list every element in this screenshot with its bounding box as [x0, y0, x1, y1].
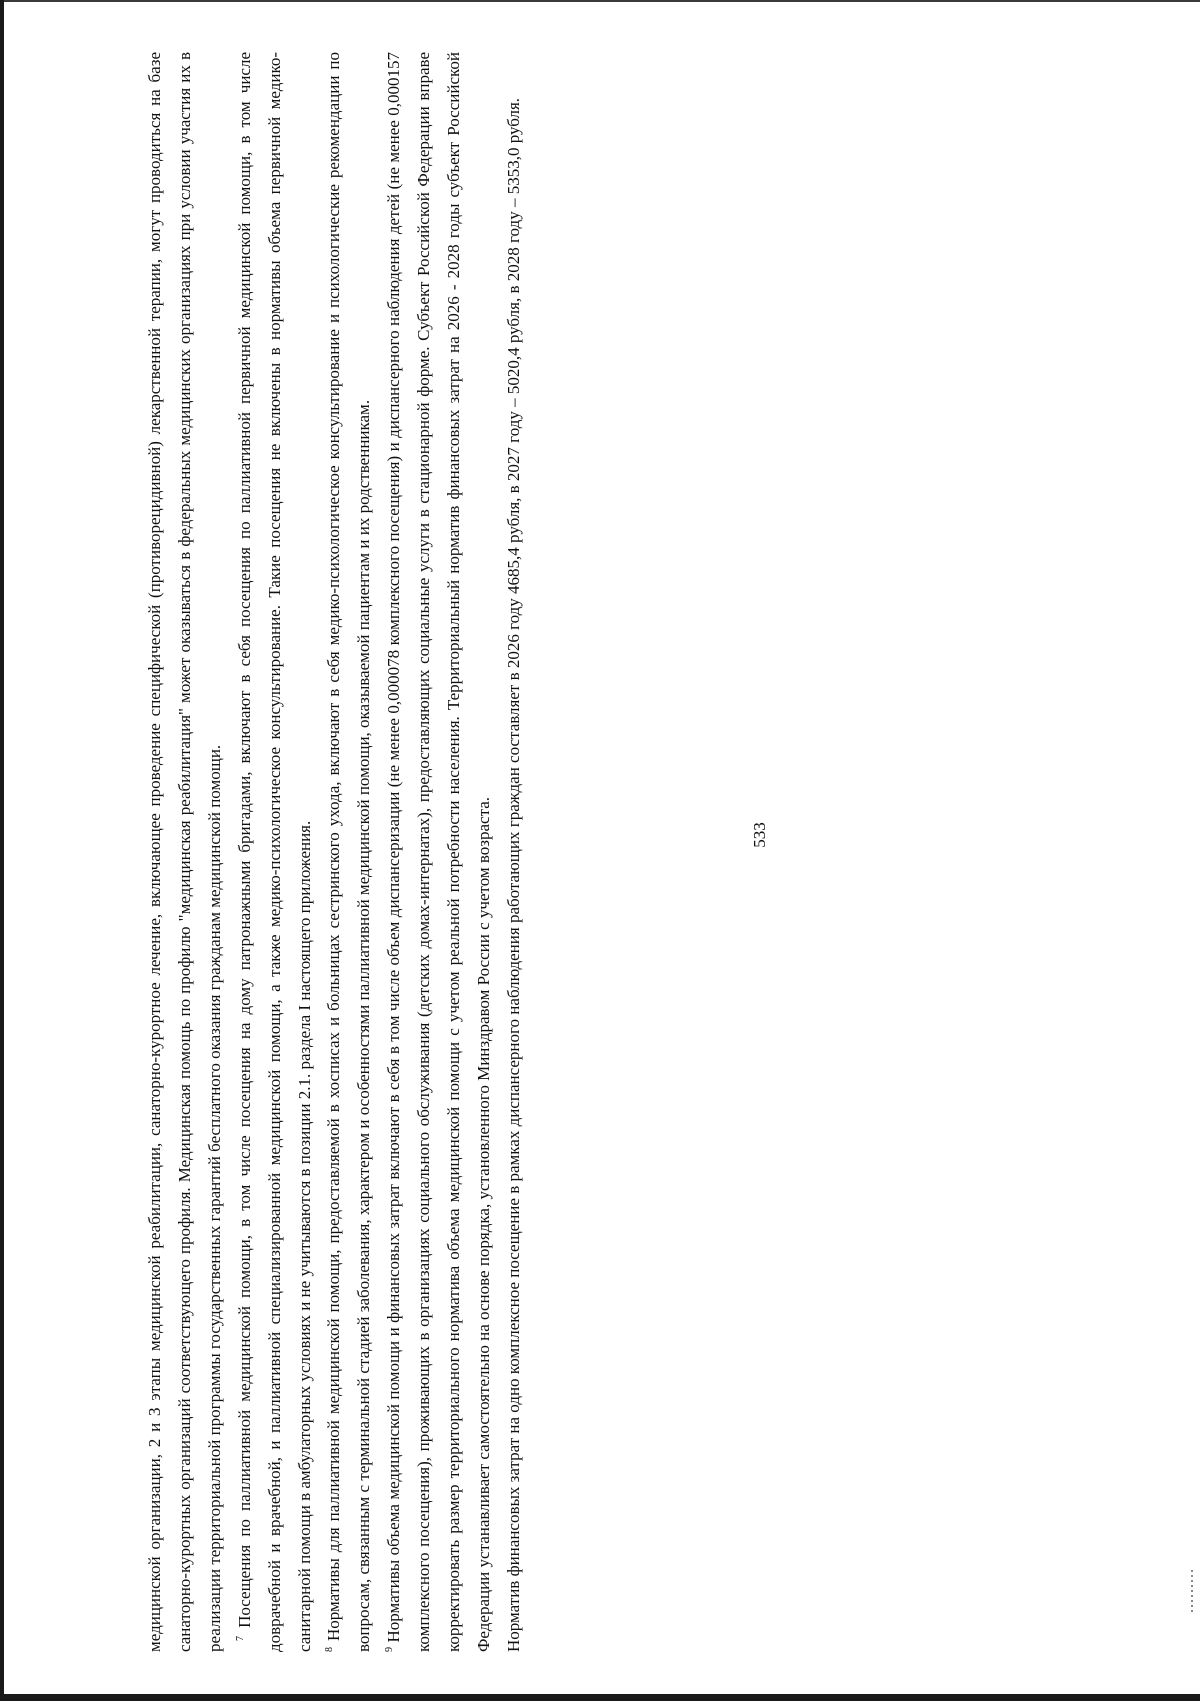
footnote-text: Нормативы объема медицинской помощи и финансовых затрат включают в себя в том числе объем диспансеризации (не менее 0,000078 комплексного посещения) и диспансерного наблюдения детей (не менее 0,000157 комплексного посещения), проживающих в организациях социального обслуживания (детских домах-интернатах), предоставляющих социальные услуги в стационарной форме. Субъект Российской Федерации вправе корректировать размер территориального норматива объема медицинской помощи с учетом реальной потребности населения. Территориальный норматив финансовых затрат на 2026 - 2028 годы субъект Российской Федерации устанавливает самостоятельно на основе порядка, установленного Минздравом России с учетом возраста.: [384, 51, 493, 1652]
footnote-marker: 8: [324, 1647, 336, 1652]
scan-left-edge: [0, 0, 4, 1701]
paragraph-rehabilitation: [140, 52, 230, 1652]
footnote-7: [230, 52, 320, 1652]
footnote-text: Посещения по паллиативной медицинской помощи, в том числе посещения на дому патронажными бригадами, включают в себя посещения по паллиативной первичной медицинской помощи, в том числе доврачебной и врачебной, и паллиативной специализированной медицинской помощи, а также медико-психологическое консультирование. Такие посещения не включены в нормативы объема первичной медико-санитарной помощи в амбулаторных условиях и не учитываются в позиции 2.1. раздела I настоящего приложения.: [234, 51, 314, 1652]
document-body: [140, 52, 529, 1652]
footnote-marker: 7: [234, 1636, 246, 1641]
paragraph-financial-norm: [499, 52, 529, 1652]
scan-top-edge: [0, 0, 1200, 2]
footnote-8: [319, 52, 379, 1652]
paragraph-text: Норматив финансовых затрат на одно комплексное посещение в рамках диспансерного наблюдения работающих граждан составляет в 2026 году 4685,4 рубля, в 2027 году – 5020,4 рубля, в 2028 году – 5353,0 рубля.: [503, 97, 523, 1652]
scan-artifact-mark: [1191, 1570, 1193, 1612]
scan-bottom-edge: [0, 1694, 1200, 1701]
footnote-9: [379, 52, 499, 1652]
paragraph-text: медицинской организации, 2 и 3 этапы медицинской реабилитации, санаторно-курортное лечение, включающее проведение специфической (противорецидивной) лекарственной терапии, могут проводиться на базе санаторно-курортных организаций соответствующего профиля. Медицинская помощь по профилю "медицинская реабилитация" может оказываться в федеральных медицинских организациях при условии участия их в реализации территориальной программы государственных гарантий бесплатного оказания гражданам медицинской помощи.: [145, 52, 224, 1652]
footnote-text: Нормативы для паллиативной медицинской помощи, предоставляемой в хосписах и больницах сестринского ухода, включают в себя медико-психологическое консультирование и психологические рекомендации по вопросам, связанным с терминальной стадией заболевания, характером и особенностями паллиативной медицинской помощи, оказываемой пациентам и их родственникам.: [324, 51, 374, 1652]
page-number: 533: [750, 822, 769, 848]
footnote-marker: 9: [384, 1647, 396, 1652]
